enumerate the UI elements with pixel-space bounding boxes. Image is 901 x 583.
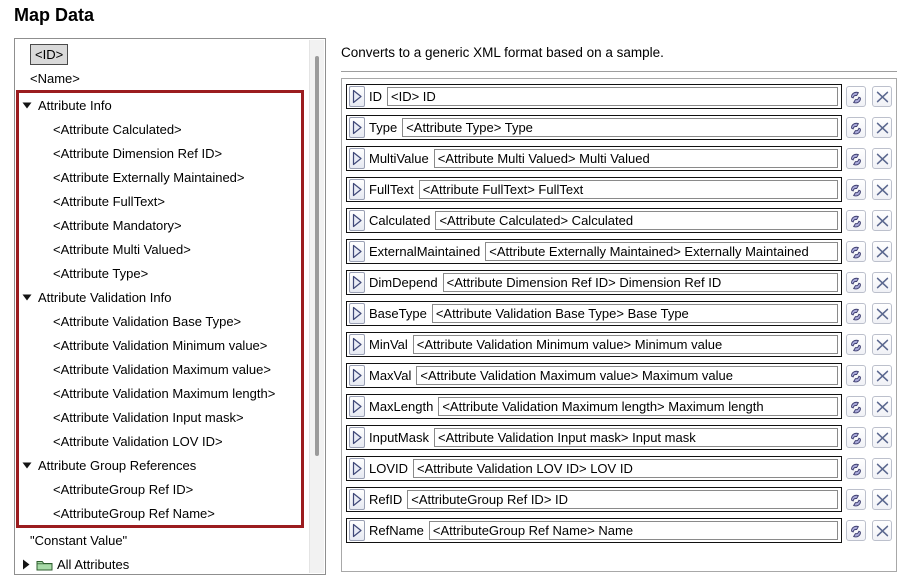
close-icon bbox=[875, 431, 890, 445]
description-separator bbox=[341, 71, 897, 72]
close-icon bbox=[875, 276, 890, 290]
close-icon bbox=[875, 369, 890, 383]
mapping-rows-panel bbox=[341, 78, 897, 572]
mapping-row-label: Type bbox=[369, 120, 398, 135]
transform-swirl-icon bbox=[848, 244, 864, 260]
transform-swirl-icon bbox=[848, 430, 864, 446]
tree-item-label-selected: <ID> bbox=[30, 44, 68, 65]
folder-icon bbox=[36, 558, 53, 571]
tree-section-top bbox=[16, 42, 310, 90]
tree-item-id[interactable] bbox=[16, 42, 310, 66]
play-icon bbox=[351, 429, 363, 446]
source-tree bbox=[16, 40, 310, 573]
mapping-row bbox=[346, 518, 892, 543]
delete-button[interactable] bbox=[872, 179, 892, 200]
mapping-row-label: MinVal bbox=[369, 337, 408, 352]
tree-item-label: <AttributeGroup Ref ID> bbox=[53, 481, 194, 497]
transform-swirl-icon bbox=[848, 120, 864, 136]
transform-swirl-icon bbox=[848, 213, 864, 229]
expand-row-button[interactable] bbox=[349, 148, 365, 169]
mapping-row bbox=[346, 84, 892, 109]
tree-item-attribute-validation-input-mask[interactable] bbox=[19, 405, 301, 429]
play-icon bbox=[351, 336, 363, 353]
expand-row-button[interactable] bbox=[349, 210, 365, 231]
tree-item-constant-value[interactable] bbox=[16, 528, 310, 552]
mapping-value-input[interactable] bbox=[434, 428, 838, 447]
mapping-row-label: ID bbox=[369, 89, 382, 104]
tree-item-all-attributes[interactable] bbox=[16, 552, 310, 573]
expand-row-button[interactable] bbox=[349, 272, 365, 293]
tree-item-label: <AttributeGroup Ref Name> bbox=[53, 505, 215, 521]
tree-item-label: <Name> bbox=[30, 70, 80, 86]
close-icon bbox=[875, 400, 890, 414]
transform-swirl-icon bbox=[848, 399, 864, 415]
mapping-row-box bbox=[346, 115, 842, 140]
transform-button[interactable] bbox=[846, 396, 866, 417]
mapping-row bbox=[346, 332, 892, 357]
delete-button[interactable] bbox=[872, 272, 892, 293]
transform-swirl-icon bbox=[848, 182, 864, 198]
transform-button[interactable] bbox=[846, 272, 866, 293]
transform-swirl-icon bbox=[848, 461, 864, 477]
tree-item-attributegroup-ref-name[interactable] bbox=[19, 501, 301, 525]
mapping-row-label: ExternalMaintained bbox=[369, 244, 481, 259]
tree-item-attribute-mandatory[interactable] bbox=[19, 213, 301, 237]
delete-button[interactable] bbox=[872, 148, 892, 169]
mapping-value-input[interactable] bbox=[407, 490, 838, 509]
expand-row-button[interactable] bbox=[349, 489, 365, 510]
delete-button[interactable] bbox=[872, 241, 892, 262]
tree-item-label: <Attribute Calculated> bbox=[53, 121, 182, 137]
play-icon bbox=[351, 243, 363, 260]
mapping-row bbox=[346, 363, 892, 388]
delete-button[interactable] bbox=[872, 458, 892, 479]
tree-item-attribute-info[interactable] bbox=[19, 93, 301, 117]
mapping-row-box bbox=[346, 84, 842, 109]
mapping-row bbox=[346, 115, 892, 140]
play-icon bbox=[351, 460, 363, 477]
tree-item-label: <Attribute Type> bbox=[53, 265, 149, 281]
tree-item-attribute-multi-valued[interactable] bbox=[19, 237, 301, 261]
close-icon bbox=[875, 214, 890, 228]
tree-item-attribute-type[interactable] bbox=[19, 261, 301, 285]
delete-button[interactable] bbox=[872, 334, 892, 355]
mapping-value-input[interactable] bbox=[485, 242, 838, 261]
mapping-row-box bbox=[346, 394, 842, 419]
mapping-row bbox=[346, 270, 892, 295]
mapping-row-box bbox=[346, 177, 842, 202]
tree-item-attribute-validation-maximum-length[interactable] bbox=[19, 381, 301, 405]
mapping-row-box bbox=[346, 146, 842, 171]
mapping-row-label: RefID bbox=[369, 492, 403, 507]
expander-down-icon[interactable] bbox=[22, 461, 32, 470]
expand-row-button[interactable] bbox=[349, 86, 365, 107]
mapping-row bbox=[346, 301, 892, 326]
play-icon bbox=[351, 88, 363, 105]
mapping-row-box bbox=[346, 363, 842, 388]
panel-description: Converts to a generic XML format based on a sample. bbox=[341, 45, 664, 60]
close-icon bbox=[875, 152, 890, 166]
expand-row-button[interactable] bbox=[349, 179, 365, 200]
mapping-value-input[interactable] bbox=[402, 118, 838, 137]
play-icon bbox=[351, 367, 363, 384]
mapping-value-input[interactable] bbox=[387, 87, 838, 106]
transform-button[interactable] bbox=[846, 148, 866, 169]
transform-swirl-icon bbox=[848, 275, 864, 291]
delete-button[interactable] bbox=[872, 210, 892, 231]
mapping-value-input[interactable] bbox=[413, 459, 838, 478]
transform-button[interactable] bbox=[846, 210, 866, 231]
transform-swirl-icon bbox=[848, 89, 864, 105]
tree-scrollbar[interactable] bbox=[309, 40, 324, 573]
play-icon bbox=[351, 398, 363, 415]
delete-button[interactable] bbox=[872, 117, 892, 138]
mapping-row-box bbox=[346, 270, 842, 295]
expand-row-button[interactable] bbox=[349, 241, 365, 262]
mapping-row-label: InputMask bbox=[369, 430, 429, 445]
transform-button[interactable] bbox=[846, 334, 866, 355]
tree-item-attribute-dimension-ref-id[interactable] bbox=[19, 141, 301, 165]
tree-item-label: <Attribute Externally Maintained> bbox=[53, 169, 245, 185]
close-icon bbox=[875, 307, 890, 321]
play-icon bbox=[351, 119, 363, 136]
close-icon bbox=[875, 121, 890, 135]
delete-button[interactable] bbox=[872, 365, 892, 386]
mapping-value-input[interactable] bbox=[413, 335, 838, 354]
mapping-row-label: FullText bbox=[369, 182, 414, 197]
mapping-value-input[interactable] bbox=[432, 304, 838, 323]
play-icon bbox=[351, 181, 363, 198]
tree-item-label: <Attribute Validation Maximum value> bbox=[53, 361, 271, 377]
expander-down-icon[interactable] bbox=[22, 293, 32, 302]
expand-row-button[interactable] bbox=[349, 458, 365, 479]
mapping-row-label: MaxLength bbox=[369, 399, 434, 414]
delete-button[interactable] bbox=[872, 520, 892, 541]
tree-item-label: <Attribute Validation LOV ID> bbox=[53, 433, 223, 449]
tree-item-attribute-fulltext[interactable] bbox=[19, 189, 301, 213]
close-icon bbox=[875, 245, 890, 259]
tree-item-attributegroup-ref-id[interactable] bbox=[19, 477, 301, 501]
tree-item-label: Attribute Validation Info bbox=[38, 289, 172, 305]
tree-scrollbar-thumb[interactable] bbox=[315, 56, 319, 456]
mapping-value-input[interactable] bbox=[419, 180, 838, 199]
delete-button[interactable] bbox=[872, 489, 892, 510]
tree-item-label: All Attributes bbox=[57, 556, 130, 572]
delete-button[interactable] bbox=[872, 303, 892, 324]
mapping-row-box bbox=[346, 518, 842, 543]
transform-button[interactable] bbox=[846, 365, 866, 386]
play-icon bbox=[351, 305, 363, 322]
mapping-row-label: LOVID bbox=[369, 461, 409, 476]
delete-button[interactable] bbox=[872, 86, 892, 107]
close-icon bbox=[875, 524, 890, 538]
close-icon bbox=[875, 462, 890, 476]
tree-item-label: Attribute Info bbox=[38, 97, 112, 113]
mapping-row-label: BaseType bbox=[369, 306, 427, 321]
expand-row-button[interactable] bbox=[349, 427, 365, 448]
tree-item-label: "Constant Value" bbox=[30, 532, 128, 548]
tree-item-label: <Attribute Mandatory> bbox=[53, 217, 182, 233]
transform-swirl-icon bbox=[848, 337, 864, 353]
play-icon bbox=[351, 522, 363, 539]
transform-button[interactable] bbox=[846, 117, 866, 138]
mapping-value-input[interactable] bbox=[443, 273, 838, 292]
expand-row-button[interactable] bbox=[349, 303, 365, 324]
delete-button[interactable] bbox=[872, 396, 892, 417]
expander-right-icon[interactable] bbox=[22, 559, 30, 570]
tree-item-label: <Attribute Multi Valued> bbox=[53, 241, 191, 257]
transform-swirl-icon bbox=[848, 306, 864, 322]
expander-down-icon[interactable] bbox=[22, 101, 32, 110]
delete-button[interactable] bbox=[872, 427, 892, 448]
tree-item-attribute-validation-maximum-value[interactable] bbox=[19, 357, 301, 381]
tree-item-attribute-validation-info[interactable] bbox=[19, 285, 301, 309]
tree-item-label: Attribute Group References bbox=[38, 457, 197, 473]
tree-item-label: <Attribute FullText> bbox=[53, 193, 165, 209]
mapping-row-box bbox=[346, 425, 842, 450]
mapping-row-box bbox=[346, 456, 842, 481]
mapping-row-label: DimDepend bbox=[369, 275, 438, 290]
mapping-row-box bbox=[346, 239, 842, 264]
expand-row-button[interactable] bbox=[349, 365, 365, 386]
play-icon bbox=[351, 491, 363, 508]
mapping-row-label: RefName bbox=[369, 523, 424, 538]
tree-item-attribute-calculated[interactable] bbox=[19, 117, 301, 141]
mapping-row-label: MultiValue bbox=[369, 151, 429, 166]
mapping-value-input[interactable] bbox=[435, 211, 838, 230]
mapping-value-input[interactable] bbox=[438, 397, 838, 416]
page-title: Map Data bbox=[14, 5, 95, 25]
transform-button[interactable] bbox=[846, 458, 866, 479]
mapping-row bbox=[346, 208, 892, 233]
play-icon bbox=[351, 274, 363, 291]
tree-item-label: <Attribute Validation Maximum length> bbox=[53, 385, 276, 401]
expand-row-button[interactable] bbox=[349, 520, 365, 541]
transform-button[interactable] bbox=[846, 179, 866, 200]
mapping-value-input[interactable] bbox=[434, 149, 838, 168]
transform-swirl-icon bbox=[848, 368, 864, 384]
tree-item-name[interactable] bbox=[16, 66, 310, 90]
mapping-row-label: MaxVal bbox=[369, 368, 412, 383]
expand-row-button[interactable] bbox=[349, 396, 365, 417]
mapping-row-box bbox=[346, 301, 842, 326]
source-tree-panel bbox=[14, 38, 326, 575]
tree-item-label: <Attribute Validation Base Type> bbox=[53, 313, 242, 329]
mapping-row bbox=[346, 487, 892, 512]
transform-button[interactable] bbox=[846, 427, 866, 448]
transform-button[interactable] bbox=[846, 489, 866, 510]
mapping-value-input[interactable] bbox=[429, 521, 838, 540]
tree-item-attribute-externally-maintained[interactable] bbox=[19, 165, 301, 189]
close-icon bbox=[875, 90, 890, 104]
transform-swirl-icon bbox=[848, 492, 864, 508]
transform-swirl-icon bbox=[848, 151, 864, 167]
expand-row-button[interactable] bbox=[349, 117, 365, 138]
transform-button[interactable] bbox=[846, 86, 866, 107]
mapping-row-label: Calculated bbox=[369, 213, 431, 228]
transform-button[interactable] bbox=[846, 303, 866, 324]
mapping-value-input[interactable] bbox=[416, 366, 838, 385]
transform-button[interactable] bbox=[846, 520, 866, 541]
tree-item-attribute-validation-base-type[interactable] bbox=[19, 309, 301, 333]
play-icon bbox=[351, 150, 363, 167]
tree-item-label: <Attribute Validation Minimum value> bbox=[53, 337, 268, 353]
tree-item-label: <Attribute Validation Input mask> bbox=[53, 409, 244, 425]
transform-button[interactable] bbox=[846, 241, 866, 262]
mapping-row bbox=[346, 425, 892, 450]
selection-highlight-box bbox=[16, 90, 304, 528]
tree-item-label: <Attribute Dimension Ref ID> bbox=[53, 145, 223, 161]
close-icon bbox=[875, 338, 890, 352]
mapping-row-box bbox=[346, 487, 842, 512]
transform-swirl-icon bbox=[848, 523, 864, 539]
tree-item-attribute-validation-lov-id[interactable] bbox=[19, 429, 301, 453]
close-icon bbox=[875, 493, 890, 507]
play-icon bbox=[351, 212, 363, 229]
expand-row-button[interactable] bbox=[349, 334, 365, 355]
mapping-row-box bbox=[346, 208, 842, 233]
tree-section-bottom bbox=[16, 528, 310, 573]
tree-item-attribute-validation-minimum-value[interactable] bbox=[19, 333, 301, 357]
mapping-row bbox=[346, 394, 892, 419]
mapping-row bbox=[346, 146, 892, 171]
mapping-row bbox=[346, 456, 892, 481]
mapping-row-box bbox=[346, 332, 842, 357]
mapping-row bbox=[346, 177, 892, 202]
tree-item-attribute-group-references[interactable] bbox=[19, 453, 301, 477]
mapping-row bbox=[346, 239, 892, 264]
close-icon bbox=[875, 183, 890, 197]
